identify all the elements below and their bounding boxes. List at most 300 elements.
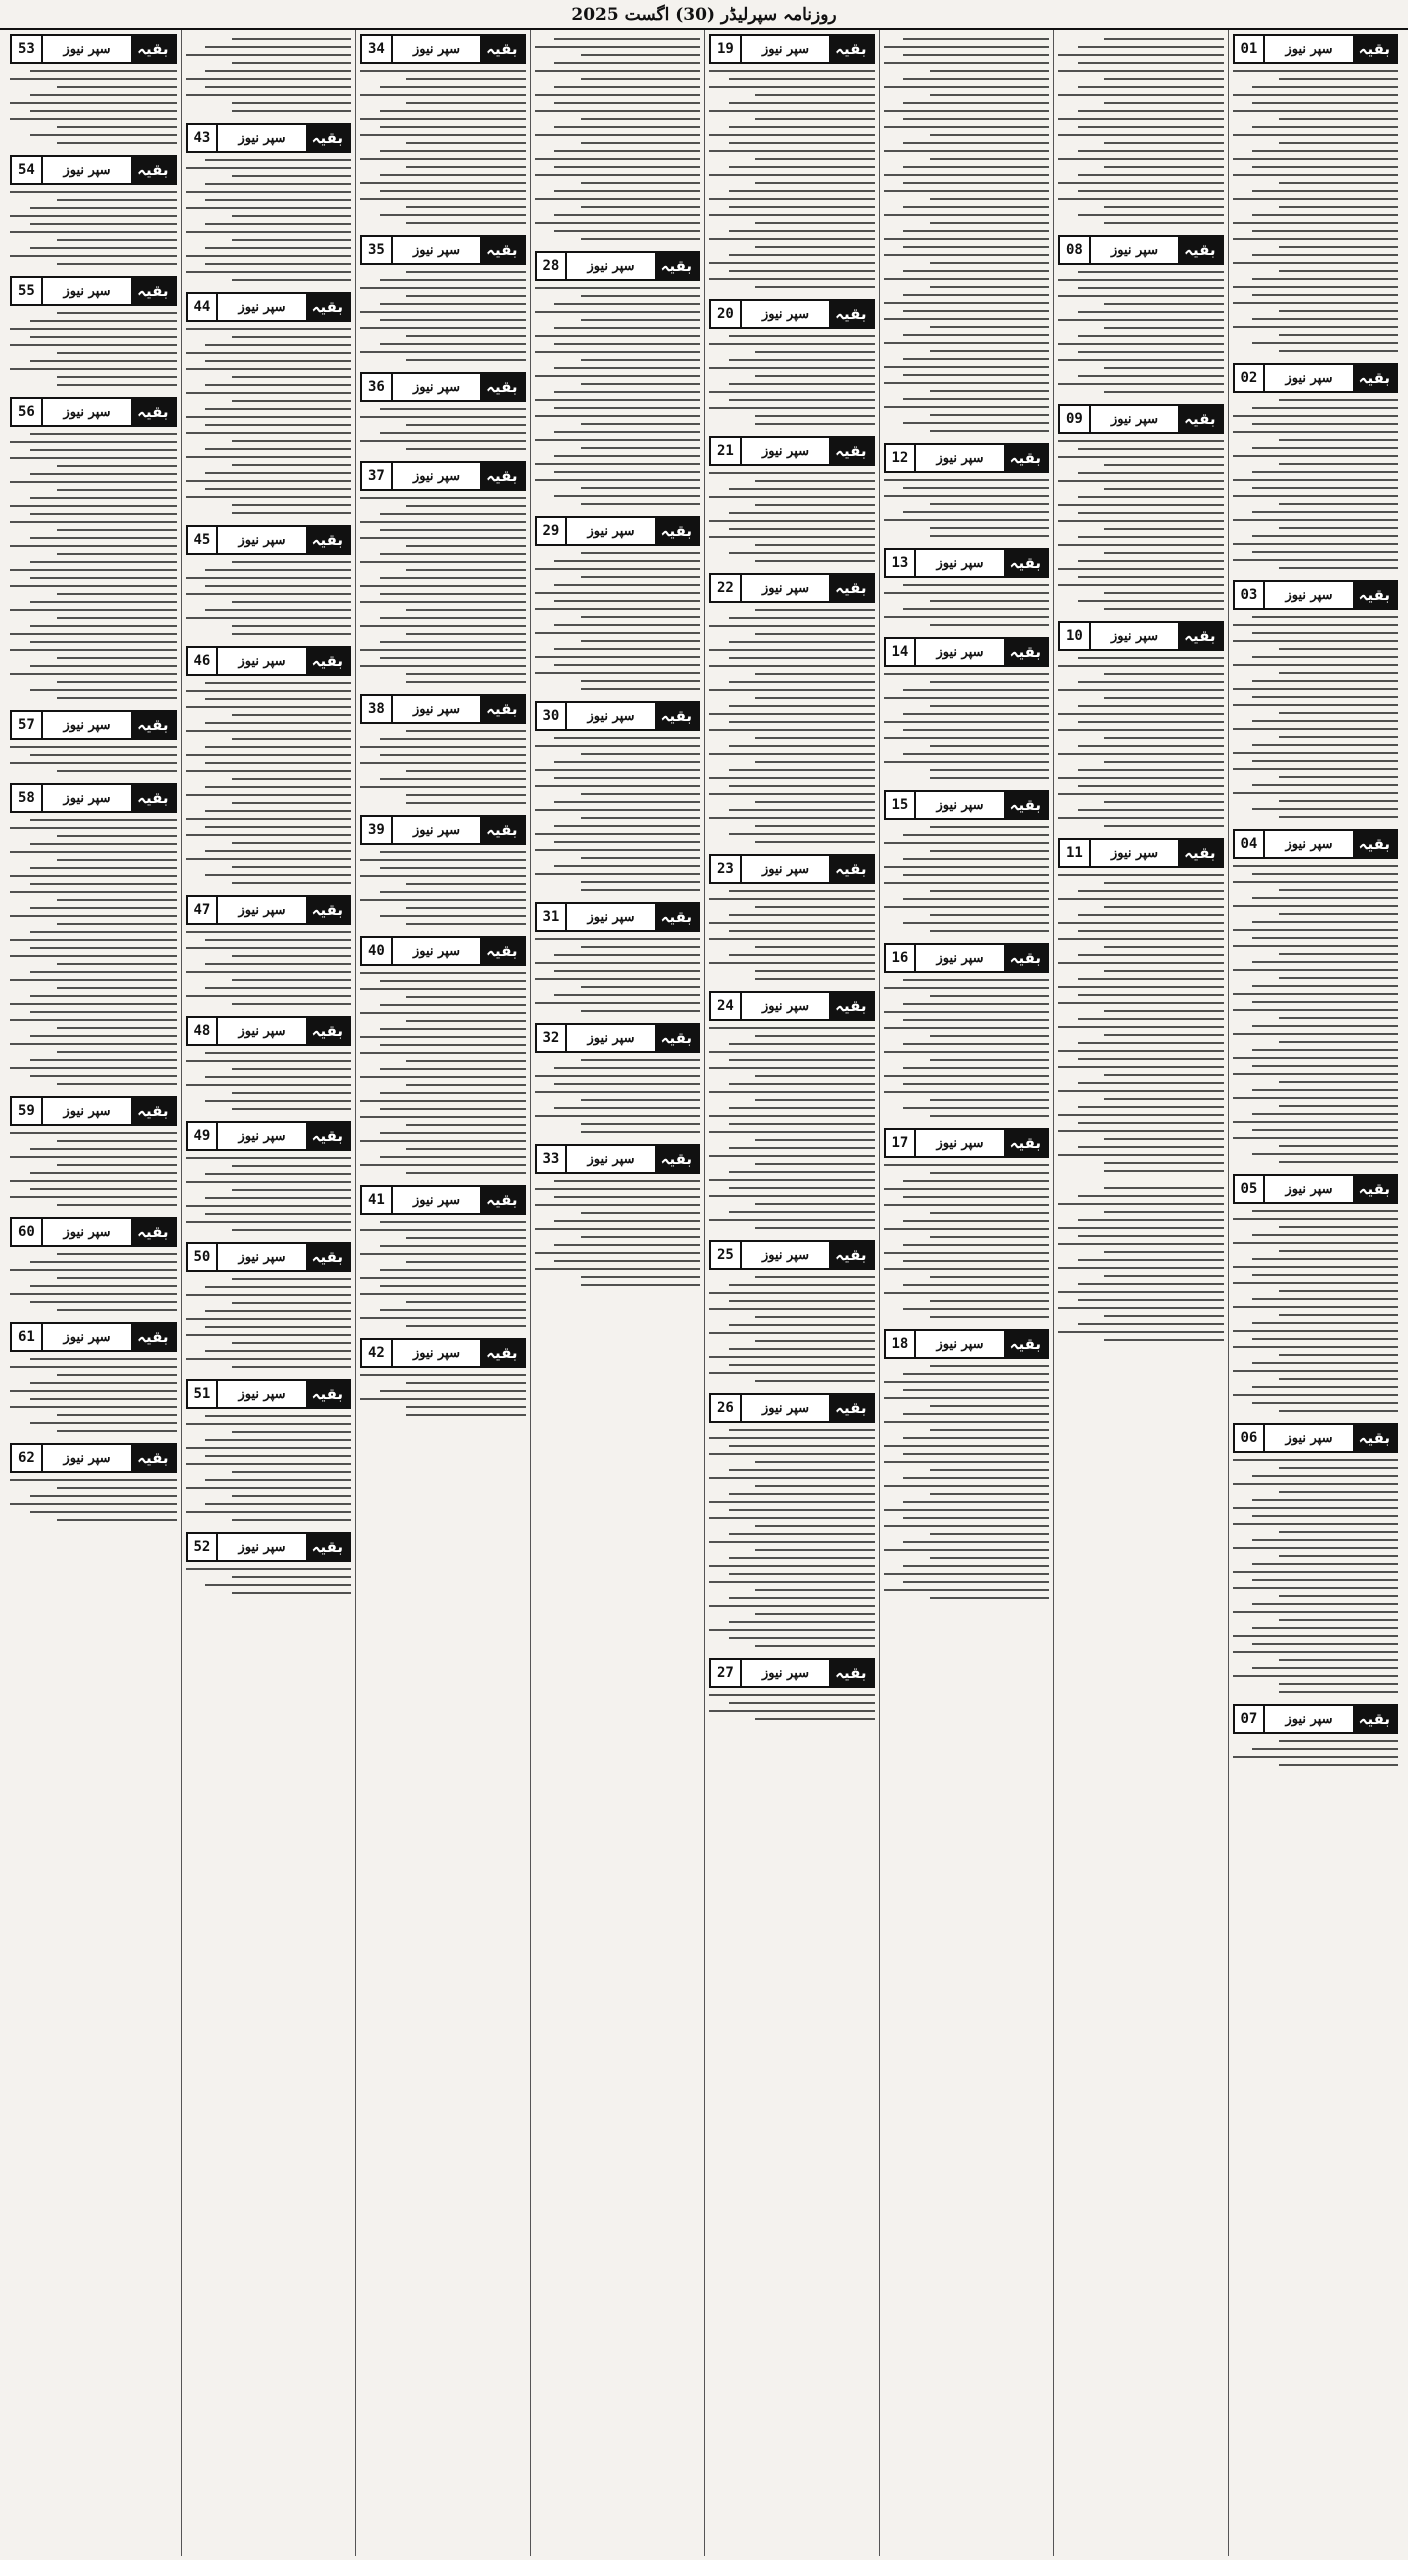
text-line [1252,921,1398,923]
text-line [186,1447,352,1449]
text-line [1233,1009,1399,1011]
text-line [554,391,700,393]
text-line [30,1035,177,1037]
text-line [1058,1267,1224,1269]
text-line [205,424,351,426]
text-line [709,689,875,691]
news-block [1058,32,1224,230]
text-line [1104,737,1223,739]
text-line [1252,784,1398,786]
continuation-number: 62 [12,1445,43,1471]
text-line [1078,536,1224,538]
text-line [884,761,1050,763]
article-text [186,561,352,635]
text-line [903,118,1049,120]
continuation-header [1233,1423,1399,1453]
text-line [57,239,177,241]
text-line [30,843,177,845]
text-line [1252,278,1398,280]
section-word: بقیہ [306,1534,349,1560]
text-line [1058,158,1224,160]
text-line [755,182,874,184]
text-line [1279,1226,1398,1228]
text-line [884,174,1050,176]
text-line [903,1107,1049,1109]
text-line [186,368,352,370]
text-line [380,1269,526,1271]
text-line [1279,1017,1398,1019]
article-text [709,70,875,288]
text-line [535,1075,701,1077]
continuation-header [186,1379,352,1409]
text-line [884,110,1050,112]
text-line [186,1318,352,1320]
continuation-header [1233,34,1399,64]
text-line [1279,953,1398,955]
article-text [535,38,701,240]
text-line [1279,1555,1398,1557]
section-sub: سپر نیوز [63,162,111,178]
article-text [709,609,875,843]
text-line [729,1300,875,1302]
text-line [360,440,526,442]
article-text [535,938,701,1012]
text-line [360,561,526,563]
text-line [1233,1218,1399,1220]
text-line [1233,1033,1399,1035]
text-line [1233,222,1399,224]
text-line [360,311,526,313]
section-word: بقیہ [1004,639,1047,665]
text-line [380,126,526,128]
text-line [709,238,875,240]
text-line [1252,551,1398,553]
text-line [1252,126,1398,128]
continuation-header [360,461,526,491]
text-line [1279,310,1398,312]
text-line [581,1010,700,1012]
text-line [554,86,700,88]
continuation-number: 21 [711,438,742,464]
text-line [380,408,526,410]
text-line [903,142,1049,144]
text-line [1279,182,1398,184]
text-line [406,335,525,337]
text-line [884,278,1050,280]
text-line [380,190,526,192]
text-line [1078,769,1224,771]
text-line [884,1091,1050,1093]
text-line [903,834,1049,836]
section-word: بقیہ [480,463,523,489]
text-line [205,682,351,684]
continuation-header [186,292,352,322]
text-line [1058,94,1224,96]
section-sub: سپر نیوز [63,1224,111,1240]
text-line [535,1188,701,1190]
text-line [186,794,352,796]
text-line [1252,1603,1398,1605]
text-line [1078,914,1224,916]
text-line [1252,1362,1398,1364]
text-line [554,1260,700,1262]
text-line [30,223,177,225]
text-line [1279,1467,1398,1469]
text-line [1104,1034,1223,1036]
text-line [1058,922,1224,924]
news-block [186,523,352,641]
text-line [884,673,1050,675]
news-block [1058,233,1224,399]
text-line [1233,752,1399,754]
news-block [884,788,1050,938]
text-line [30,1495,177,1497]
text-line [10,1132,177,1134]
text-line [380,343,526,345]
article-text [884,479,1050,537]
text-line [755,351,874,353]
text-line [205,223,351,225]
text-line [1279,1290,1398,1292]
text-line [186,54,352,56]
news-block [10,1320,177,1438]
text-line [232,1003,351,1005]
text-line [729,78,875,80]
text-line [406,794,525,796]
text-line [1252,808,1398,810]
text-line [1078,1299,1224,1301]
text-line [1058,1291,1224,1293]
text-line [930,769,1049,771]
text-line [729,1637,875,1639]
text-line [406,1172,525,1174]
continuation-header [884,548,1050,578]
text-line [57,465,177,467]
text-line [57,1204,177,1206]
text-line [1078,62,1224,64]
article-text [884,38,1050,432]
text-line [360,1012,526,1014]
text-line [755,1276,874,1278]
text-line [903,1373,1049,1375]
text-line [186,947,352,949]
text-line [535,158,701,160]
text-line [581,1099,700,1101]
text-line [903,246,1049,248]
text-line [1279,1683,1398,1685]
text-line [903,1220,1049,1222]
section-word: بقیہ [1353,365,1396,391]
text-line [554,1067,700,1069]
text-line [581,688,700,690]
text-line [581,1123,700,1125]
text-line [186,328,352,330]
text-line [1058,295,1224,297]
text-line [729,206,875,208]
text-line [554,1220,700,1222]
text-line [535,351,701,353]
section-sub: سپر نیوز [412,41,461,57]
text-line [930,1276,1049,1278]
text-line [1279,648,1398,650]
text-line [554,455,700,457]
text-line [930,350,1049,352]
article-text [1058,874,1224,1172]
text-line [729,657,875,659]
text-line [884,616,1050,618]
section-word: بقیہ [1353,1706,1396,1732]
news-column [1228,30,1403,2556]
text-line [535,809,701,811]
section-sub: سپر نیوز [238,1249,286,1265]
text-line [1279,816,1398,818]
article-text [186,931,352,1005]
text-line [380,279,526,281]
text-line [205,850,351,852]
text-line [232,866,351,868]
text-line [406,78,525,80]
text-line [709,793,875,795]
text-line [1233,559,1399,561]
news-block [1233,361,1399,575]
continuation-number: 59 [12,1098,43,1124]
text-line [380,867,526,869]
article-text [535,552,701,690]
section-word: بقیہ [480,938,523,964]
continuation-header [1058,404,1224,434]
text-line [232,239,351,241]
text-line [581,881,700,883]
article-text [186,682,352,884]
text-line [1078,1018,1224,1020]
section-word: بقیہ [1004,550,1047,576]
continuation-number: 18 [886,1331,917,1357]
text-line [360,134,526,136]
continuation-header [1058,621,1224,651]
text-line [1252,1234,1398,1236]
text-line [729,552,875,554]
text-line [360,287,526,289]
text-line [554,954,700,956]
text-line [1279,736,1398,738]
text-line [232,738,351,740]
text-line [1252,1475,1398,1477]
text-line [709,472,875,474]
text-line [535,287,701,289]
article-text [10,1253,177,1311]
news-block [360,934,526,1180]
text-line [1233,174,1399,176]
text-line [10,939,177,941]
text-line [205,987,351,989]
text-line [930,262,1049,264]
text-line [554,560,700,562]
text-line [755,118,874,120]
text-line [1279,1250,1398,1252]
text-line [755,1163,874,1165]
text-line [903,1581,1049,1583]
continuation-number: 56 [12,399,43,425]
section-sub: سپر نیوز [1285,1181,1333,1197]
text-line [30,207,177,209]
text-line [1058,1154,1224,1156]
text-line [1233,664,1399,666]
text-line [1279,1354,1398,1356]
text-line [930,1557,1049,1559]
text-line [57,1519,177,1521]
text-line [729,954,875,956]
text-line [1233,929,1399,931]
text-line [581,182,700,184]
text-line [554,865,700,867]
news-block [186,644,352,890]
continuation-number: 10 [1060,623,1091,649]
text-line [232,802,351,804]
news-block [709,571,875,849]
text-line [1104,1187,1223,1189]
text-line [10,231,177,233]
text-line [581,1276,700,1278]
section-sub: سپر نیوز [63,1329,111,1345]
text-line [360,988,526,990]
newspaper-page [6,30,1402,2556]
text-line [729,641,875,643]
text-line [1233,1483,1399,1485]
text-line [30,433,177,435]
text-line [709,1179,875,1181]
text-line [1233,1137,1399,1139]
text-line [1104,697,1223,699]
text-line [1252,1499,1398,1501]
text-line [360,1164,526,1166]
text-line [205,1213,351,1215]
text-line [729,1187,875,1189]
section-word: بقیہ [829,438,872,464]
news-block [884,1126,1050,1324]
text-line [903,874,1049,876]
section-sub: سپر نیوز [238,1539,286,1555]
text-line [1104,38,1223,40]
text-line [930,535,1049,537]
text-line [709,1694,875,1696]
section-word: بقیہ [829,856,872,882]
news-block [360,692,526,810]
section-sub: سپر نیوز [1110,411,1159,427]
text-line [535,70,701,72]
text-line [554,737,700,739]
text-line [1252,214,1398,216]
text-line [1078,375,1224,377]
article-text [535,1059,701,1133]
text-line [581,78,700,80]
text-line [755,697,874,699]
text-line [581,680,700,682]
text-line [205,722,351,724]
text-line [57,142,177,144]
text-line [709,649,875,651]
text-line [1279,1314,1398,1316]
text-line [205,183,351,185]
text-line [709,922,875,924]
text-line [1233,431,1399,433]
text-line [1279,1105,1398,1107]
text-line [581,576,700,578]
text-line [903,1517,1049,1519]
text-line [1233,945,1399,947]
text-line [1078,311,1224,313]
news-block [360,32,526,230]
text-line [205,1439,351,1441]
text-line [1058,713,1224,715]
text-line [30,754,177,756]
text-line [884,1252,1050,1254]
text-line [930,777,1049,779]
text-line [884,1188,1050,1190]
text-line [709,520,875,522]
text-line [10,118,177,120]
text-line [360,327,526,329]
continuation-header [10,1096,177,1126]
text-line [1233,1097,1399,1099]
text-line [709,86,875,88]
text-line [535,849,701,851]
section-word: بقیہ [1353,1425,1396,1451]
news-block [186,1377,352,1527]
text-line [755,978,874,980]
text-line [1058,279,1224,281]
text-line [930,745,1049,747]
text-line [406,633,525,635]
section-sub: سپر نیوز [587,1151,635,1167]
text-line [1252,961,1398,963]
article-text [360,851,526,925]
text-line [709,898,875,900]
article-text [186,159,352,281]
text-line [1058,1026,1224,1028]
text-line [10,1479,177,1481]
text-line [1078,126,1224,128]
text-line [360,1277,526,1279]
text-line [755,761,874,763]
text-line [903,1043,1049,1045]
article-text [1233,1210,1399,1412]
text-line [535,46,701,48]
text-line [903,1284,1049,1286]
text-line [755,222,874,224]
section-sub: سپر نیوز [412,822,461,838]
text-line [360,497,526,499]
text-line [729,833,875,835]
text-line [30,1148,177,1150]
text-line [581,1236,700,1238]
text-line [930,414,1049,416]
text-line [554,495,700,497]
text-line [57,697,177,699]
article-text [186,1278,352,1368]
text-line [1104,367,1223,369]
text-line [755,1645,874,1647]
section-word: بقیہ [1353,831,1396,857]
text-line [30,1301,177,1303]
continuation-header [1233,580,1399,610]
text-line [1104,142,1223,144]
text-line [554,190,700,192]
text-line [1252,680,1398,682]
section-word: بقیہ [1178,237,1221,263]
text-line [1279,567,1398,569]
text-line [903,206,1049,208]
text-line [903,898,1049,900]
